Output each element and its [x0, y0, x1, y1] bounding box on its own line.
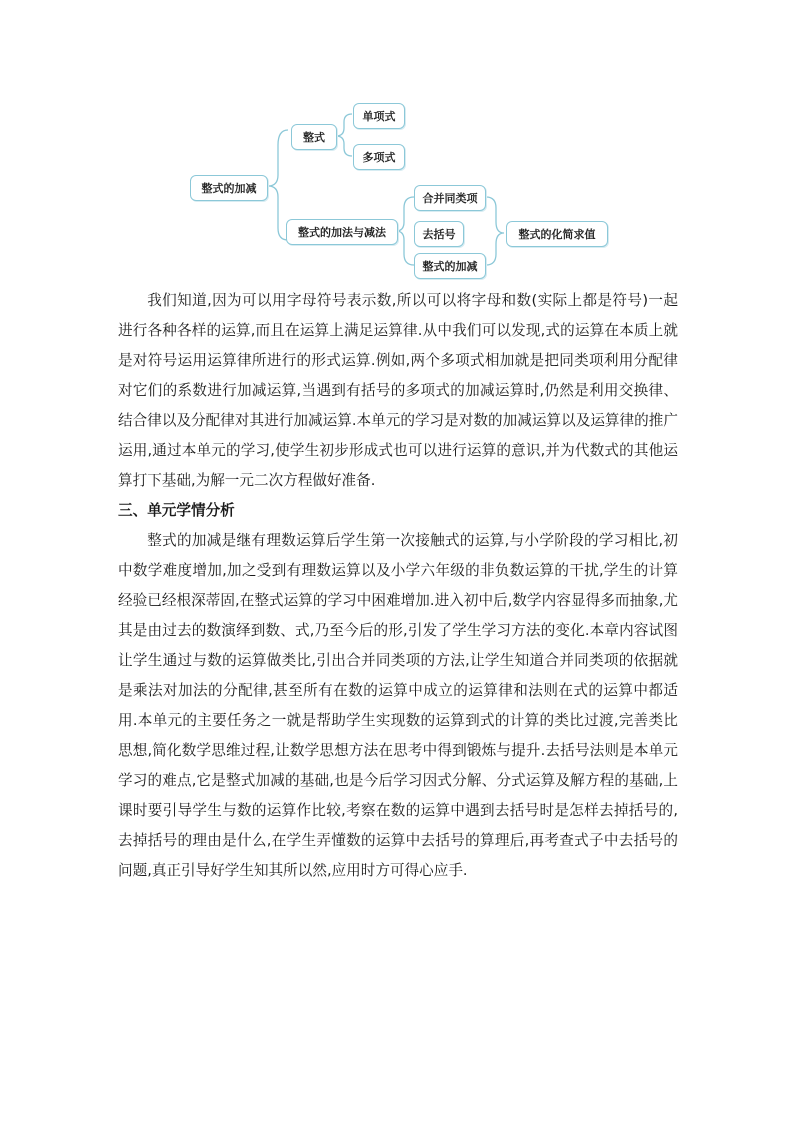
add-subtract-node: 整式的加法与减法	[286, 219, 398, 245]
result-brace	[486, 197, 504, 265]
concept-map	[0, 0, 794, 290]
body-text	[118, 286, 678, 886]
analysis-paragraph: 整式的加减是继有理数运算后学生第一次接触式的运算,与小学阶段的学习相比,初中数学难度增加,加之受到有理数运算以及小学六年级的非负数运算的干扰,学生的计算经验已经根深蒂固,在整式运算的学习中困难增加.进入初中后,数学内容显得多而抽象,尤其是由过去的数演绎到数、式,乃至今后的形,引发了学生学习方法的变化.本章内容试图让学生通过与数的运算做类比,引出合并同类项的方法,让学生知道合并同类项的依据就是乘法对加法的分配律,甚至所有在数的运算中成立的运算律和法则在式的运算中都适用.本单元的主要任务之一就是帮助学生实现数的运算到式的计算的类比过渡,完善类比思想,简化数学思维过程,让数学思想方法在思考中得到锻炼与提升.去括号法则是本单元学习的难点,它是整式加减的基础,也是今后学习因式分解、分式运算及解方程的基础,上课时要引导学生与数的运算作比较,考察在数的运算中遇到去括号时是怎样去掉括号的,去掉括号的理由是什么,在学生弄懂数的运算中去括号的算理后,再考查式子中去括号的问题,真正引导好学生知其所以然,应用时方可得心应手.	[118, 532, 678, 879]
expression-addsub-node: 整式的加减	[414, 253, 486, 279]
monomial-node: 单项式	[353, 103, 405, 129]
intro-paragraph: 我们知道,因为可以用字母符号表示数,所以可以将字母和数(实际上都是符号)一起进行各种各样的运算,而且在运算上满足运算律.从中我们可以发现,式的运算在本质上就是对符号运用运算律所进行的形式运算.例如,两个多项式相加就是把同类项利用分配律对它们的系数进行加减运算,当遇到有括号的多项式的加减运算时,仍然是利用交换律、结合律以及分配律对其进行加减运算.本单元的学习是对数的加减运算以及运算律的推广运用,通过本单元的学习,使学生初步形成式也可以进行运算的意识,并为代数式的其他运算打下基础,为解一元二次方程做好准备.	[118, 292, 678, 489]
multinomial-node: 多项式	[353, 144, 405, 170]
polynomial-node: 整式	[291, 124, 337, 150]
operations-brace	[396, 197, 414, 265]
section-heading: 三、单元学情分析	[118, 502, 235, 519]
root-brace	[268, 130, 288, 240]
root-node: 整式的加减	[190, 175, 268, 201]
combine-like-terms-node: 合并同类项	[414, 185, 486, 211]
monomial-brace	[336, 114, 352, 156]
remove-brackets-node: 去括号	[414, 221, 464, 247]
simplify-evaluate-node: 整式的化简求值	[506, 221, 608, 247]
